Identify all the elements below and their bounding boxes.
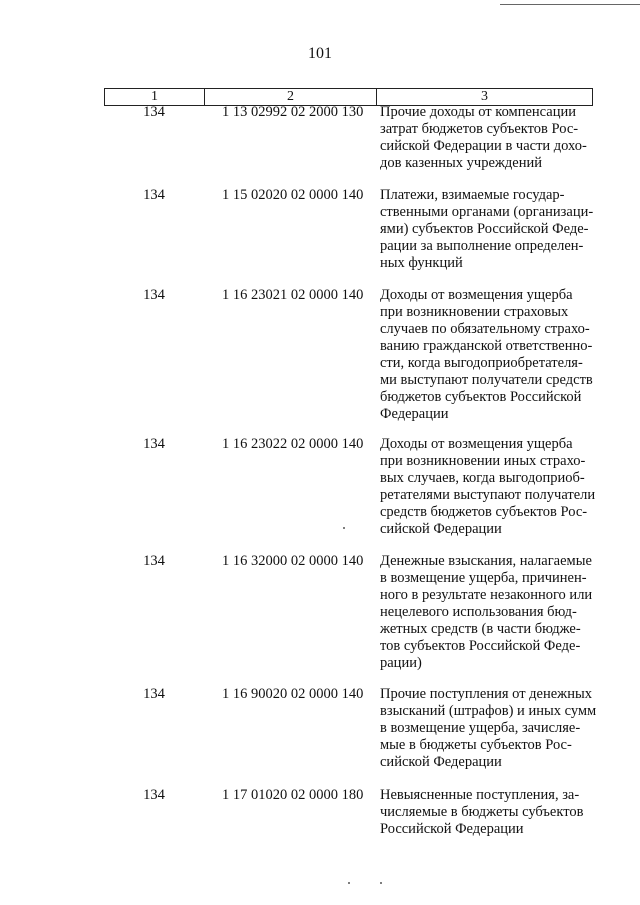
description-line: бюджетов субъектов Российской — [380, 389, 582, 405]
admin-code: 134 — [143, 686, 165, 702]
description-line: числяемые в бюджеты субъектов — [380, 804, 584, 820]
description-line: сийской Федерации — [380, 521, 502, 537]
admin-code: 134 — [143, 787, 165, 803]
description-line: сийской Федерации в части дохо- — [380, 138, 587, 154]
description-line: случаев по обязательному страхо- — [380, 321, 590, 337]
description-line: ванию гражданской ответственно- — [380, 338, 593, 354]
description-line: затрат бюджетов субъектов Рос- — [380, 121, 579, 137]
admin-code: 134 — [143, 287, 165, 303]
kbk-code: 1 16 23021 02 0000 140 — [222, 287, 364, 303]
description-line: ями) субъектов Российской Феде- — [380, 221, 589, 237]
income-description — [380, 187, 596, 272]
description-line: нецелевого использования бюд- — [380, 604, 577, 620]
description-line: при возникновении страховых — [380, 304, 569, 320]
description-line: сти, когда выгодоприобретателя- — [380, 355, 583, 371]
page-number: 101 — [308, 45, 332, 62]
description-line: рации за выполнение определен- — [380, 238, 584, 254]
kbk-code: 1 16 32000 02 0000 140 — [222, 553, 364, 569]
description-line: ных функций — [380, 255, 463, 271]
admin-code: 134 — [143, 187, 165, 203]
description-line: Денежные взыскания, налагаемые — [380, 553, 592, 569]
description-line: ретателями выступают получатели — [380, 487, 596, 503]
kbk-code: 1 16 23022 02 0000 140 — [222, 436, 364, 452]
description-line: сийской Федерации — [380, 754, 502, 770]
income-description — [380, 553, 596, 672]
description-line: Российской Федерации — [380, 821, 524, 837]
top-edge-rule — [500, 4, 640, 5]
description-line: Доходы от возмещения ущерба — [380, 287, 573, 303]
kbk-code: 1 15 02020 02 0000 140 — [222, 187, 364, 203]
description-line: Доходы от возмещения ущерба — [380, 436, 573, 452]
income-description — [380, 287, 596, 423]
kbk-code: 1 13 02992 02 2000 130 — [222, 104, 364, 120]
description-line: при возникновении иных страхо- — [380, 453, 586, 469]
scan-speck — [380, 882, 382, 884]
kbk-code: 1 16 90020 02 0000 140 — [222, 686, 364, 702]
header-col-3: 3 — [377, 89, 593, 105]
description-line: Платежи, взимаемые государ- — [380, 187, 565, 203]
scan-speck — [343, 527, 345, 529]
description-line: средств бюджетов субъектов Рос- — [380, 504, 588, 520]
admin-code: 134 — [143, 104, 165, 120]
description-line: вых случаев, когда выгодоприоб- — [380, 470, 585, 486]
description-line: в возмещение ущерба, причинен- — [380, 570, 587, 586]
admin-code: 134 — [143, 436, 165, 452]
income-description — [380, 104, 596, 172]
income-description — [380, 436, 596, 538]
description-line: в возмещение ущерба, зачисляе- — [380, 720, 581, 736]
income-description — [380, 686, 596, 771]
description-line: Прочие доходы от компенсации — [380, 104, 577, 120]
description-line: взысканий (штрафов) и иных сумм — [380, 703, 597, 719]
description-line: Невыясненные поступления, за- — [380, 787, 580, 803]
header-col-1: 1 — [105, 89, 205, 105]
admin-code: 134 — [143, 553, 165, 569]
description-line: жетных средств (в части бюдже- — [380, 621, 581, 637]
description-line: ственными органами (организаци- — [380, 204, 594, 220]
description-line: тов субъектов Российской Феде- — [380, 638, 581, 654]
income-description — [380, 787, 596, 838]
description-line: мые в бюджеты субъектов Рос- — [380, 737, 572, 753]
scan-speck — [348, 882, 350, 884]
description-line: дов казенных учреждений — [380, 155, 542, 171]
header-col-2: 2 — [205, 89, 377, 105]
description-line: ми выступают получатели средств — [380, 372, 593, 388]
description-line: Федерации — [380, 406, 449, 422]
description-line: ного в результате незаконного или — [380, 587, 593, 603]
kbk-code: 1 17 01020 02 0000 180 — [222, 787, 364, 803]
description-line: рации) — [380, 655, 422, 671]
description-line: Прочие поступления от денежных — [380, 686, 592, 702]
